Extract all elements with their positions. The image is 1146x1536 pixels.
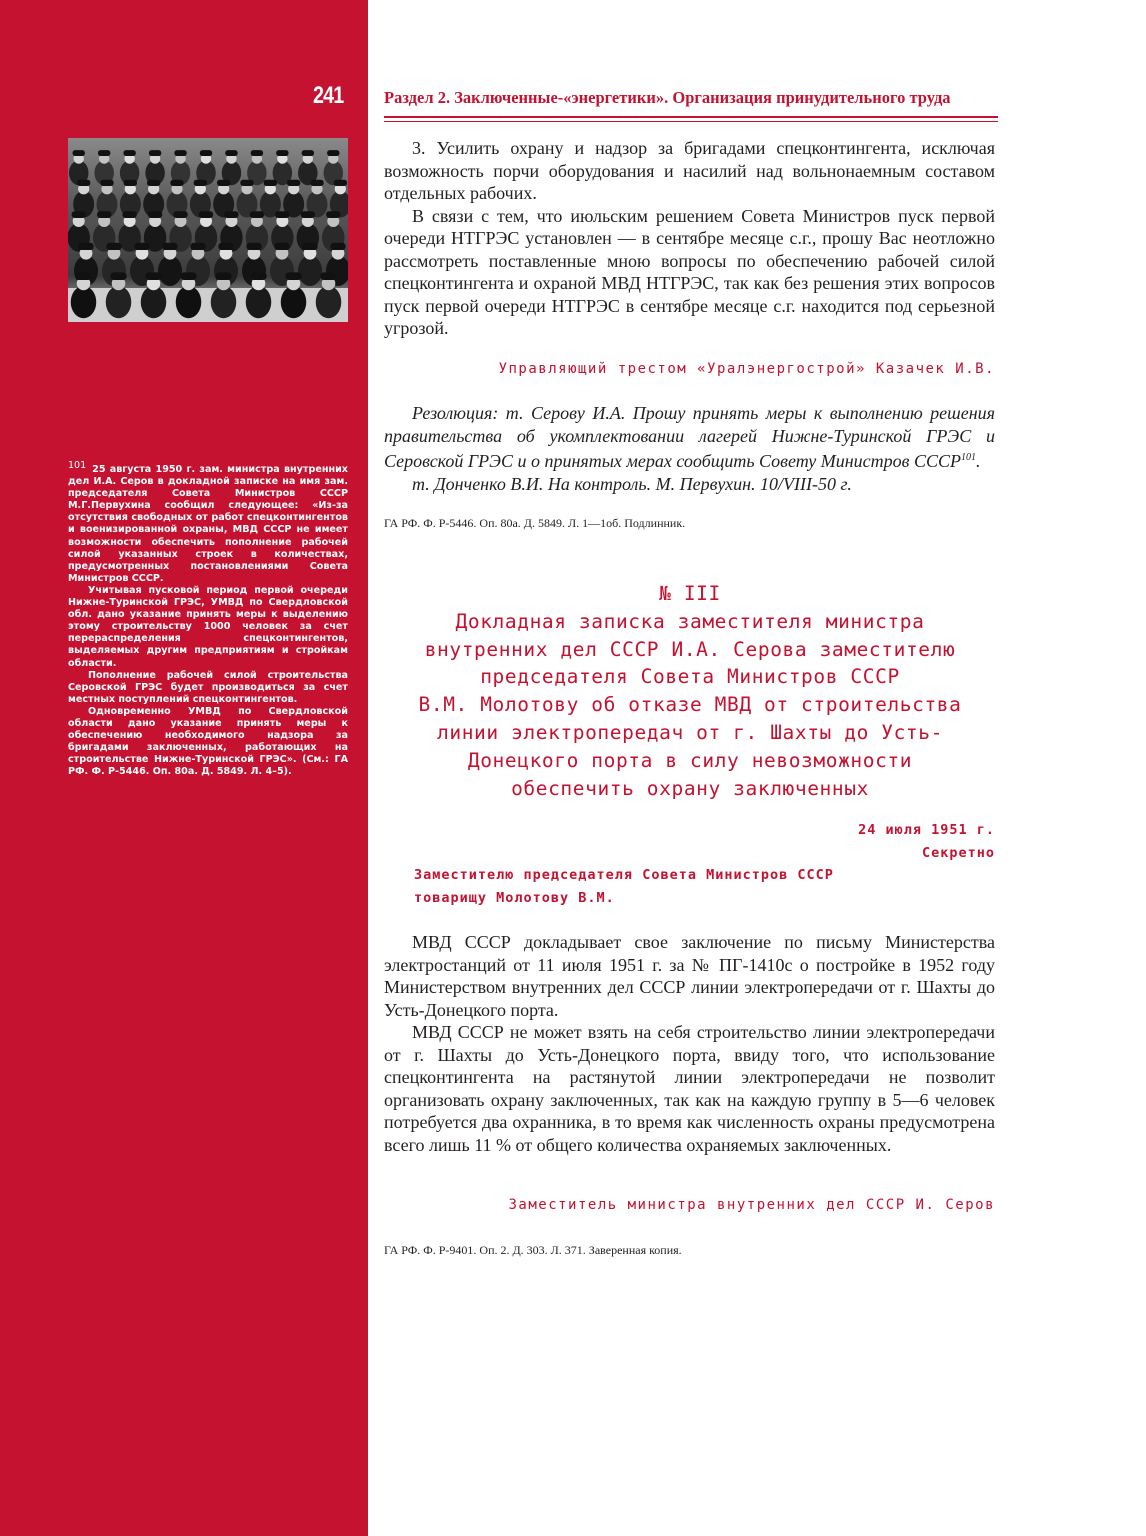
photo-figure-hat — [162, 243, 177, 250]
photo-figure-hat — [149, 150, 161, 156]
photo-figure-hat — [215, 272, 231, 280]
photo-figure-hat — [250, 272, 266, 280]
doc1-signature: Управляющий трестом «Уралэнергострой» Казачек И.В. — [498, 361, 995, 377]
photo-figure-hat — [276, 150, 288, 156]
body-paragraph: В связи с тем, что июльским решением Совета Министров пуск первой очереди НТГРЭС установлен — в сентябре месяце с.г., прошу Вас неотложно рассмотреть поставленные мною вопросы по обеспечению рабочей силой спецконтингента и охраной МВД НТГРЭС, так как без решения этих вопросов пуск первой очереди НТГРЭС в сентябре месяце с.г. находится под серьезной угрозой. — [384, 205, 995, 338]
title-line: линии электропередач от г. Шахты до Усть- — [437, 720, 943, 744]
photo-figure-hat — [320, 272, 336, 280]
photo-figure-hat — [301, 211, 315, 218]
doc1-body — [384, 137, 995, 340]
photo-figure-hat — [106, 243, 121, 250]
photo-figure-hat — [327, 150, 339, 156]
photo-figure-body — [281, 286, 307, 318]
photo-figure-body — [71, 286, 97, 318]
page-number: 241 — [313, 82, 344, 109]
photo-figure-hat — [77, 180, 90, 186]
photo-figure-hat — [217, 180, 230, 186]
photo-figure-hat — [100, 180, 113, 186]
photo-figure-hat — [170, 180, 183, 186]
photo-figure-hat — [124, 180, 137, 186]
sidenote-paragraph: 25 августа 1950 г. зам. министра внутренних дел И.А. Серов в докладной записке на имя зам. председателя Совета Министров СССР М.Г.Первухина сообщил следующее: «Из-за отсутствия свободных от работ спецконтингентов и военизированной охраны, МВД СССР не имеет возможности обеспечить пополнение рабочей силой указанных строек в количествах, предусмотренных постановлениями Совета Министров СССР. — [68, 464, 348, 584]
photo-figure-hat — [145, 272, 161, 280]
resolution-end: . — [976, 451, 981, 471]
doc2-addressee: Заместителю председателя Совета Министров СССР — [414, 867, 834, 883]
title-line: обеспечить охрану заключенных — [511, 776, 869, 800]
doc2-date: 24 июля 1951 г. — [858, 822, 995, 838]
doc2-body — [384, 931, 995, 1156]
photo-figure-body — [298, 256, 322, 286]
photo-figure-hat — [199, 211, 213, 218]
footnote-number: 101 — [68, 460, 87, 471]
photo-figure-body — [141, 286, 167, 318]
title-line: В.М. Молотову об отказе МВД от строительства — [418, 693, 962, 717]
photo-figure-hat — [274, 243, 289, 250]
photo-figure-body — [106, 286, 132, 318]
photo-figure-hat — [246, 243, 261, 250]
photo-figure-hat — [123, 150, 135, 156]
group-photo-icon — [68, 138, 348, 322]
doc2-signature: Заместитель министра внутренних дел СССР И. Серов — [508, 1197, 995, 1213]
photo-figure-hat — [78, 243, 93, 250]
doc2-addressee-name: товарищу Молотову В.М. — [414, 890, 615, 906]
doc2-source: ГА РФ. Ф. Р-9401. Оп. 2. Д. 303. Л. 371. Заверенная копия. — [384, 1243, 682, 1257]
body-paragraph: 3. Усилить охрану и надзор за бригадами спецконтингента, исключая возможность порчи оборудования и насилий над вольнонаемным составом отдельных рабочих. — [384, 138, 995, 203]
header-rule — [384, 116, 998, 118]
photo-figure-hat — [250, 211, 264, 218]
photo-figure-hat — [310, 180, 323, 186]
photo-figure-hat — [110, 272, 126, 280]
photo-figure-body — [176, 286, 202, 318]
photo-figure-hat — [240, 180, 253, 186]
photo-figure-hat — [334, 180, 347, 186]
sidenote-paragraph: Одновременно УМВД по Свердловской области дано указание принять меры к обеспечению необходимого надзора за бригадами заключенных, работающих на строительстве Нижне-Туринской ГРЭС». (См.: ГА РФ. Ф. Р-5446. Оп. 80а. Д. 5849. Л. 4–5). — [68, 705, 348, 778]
title-line: внутренних дел СССР И.А. Серова заместителю — [424, 637, 956, 661]
photo-figure-hat — [75, 272, 91, 280]
photo-figure-hat — [173, 211, 187, 218]
photo-figure-hat — [180, 272, 196, 280]
body-paragraph: МВД СССР не может взять на себя строительство линии электропередачи от г. Шахты до Усть-Донецкого порта, ввиду того, что использование спецконтингента на растянутой линии электропередачи не позволит организовать охрану заключенных, так как на каждую группу в 5—6 человек потребуется два охранника, в то время как численность охраны предусмотрена всего лишь 11 % от общего количества охраняемых заключенных. — [384, 1022, 995, 1155]
title-line: Докладная записка заместителя министра — [455, 609, 925, 633]
photo-figure-hat — [190, 243, 205, 250]
title-line: Донецкого порта в силу невозможности — [467, 748, 913, 772]
doc2-classification: Секретно — [921, 845, 995, 861]
photo-figure-hat — [72, 211, 86, 218]
photo-figure-hat — [73, 150, 85, 156]
doc2-title — [380, 580, 1000, 802]
doc1-source: ГА РФ. Ф. Р-5446. Оп. 80а. Д. 5849. Л. 1—1об. Подлинник. — [384, 516, 686, 530]
photo-figure-body — [246, 286, 272, 318]
photo-figure-hat — [200, 150, 212, 156]
doc-number: № III — [659, 582, 721, 605]
historical-photo — [68, 138, 348, 322]
sidenote-paragraph: Пополнение рабочей силой строительства Серовской ГРЭС будет производиться за счет местных поступлений спецконтингентов. — [68, 669, 348, 705]
title-line: председателя Совета Министров СССР — [480, 665, 900, 689]
resolution-text: т. Донченко В.И. На контроль. М. Первухин. 10/VIII-50 г. — [412, 473, 852, 494]
running-header: Раздел 2. Заключенные-«энергетики». Организация принудительного труда — [384, 88, 951, 107]
photo-figure-hat — [123, 211, 137, 218]
resolution-text: Резолюция: т. Серову И.А. Прошу принять меры к выполнению решения правительства об укомплектовании лагерей Нижне-Туринской ГРЭС и Серовской ГРЭС и о принятых мерах сообщить Совету Министров СССР — [384, 403, 995, 471]
photo-figure-hat — [97, 211, 111, 218]
body-paragraph: МВД СССР докладывает свое заключение по письму Министерства электростанций от 11 июля 1951 г. за № ПГ-1410с о постройке в 1952 году Министерством внутренних дел СССР линии электропередачи от г. Шахты до Усть-Донецкого порта. — [384, 932, 995, 1020]
photo-figure-hat — [147, 180, 160, 186]
photo-figure-hat — [264, 180, 277, 186]
photo-figure-hat — [225, 150, 237, 156]
photo-figure-body — [158, 256, 182, 286]
photo-figure-hat — [98, 150, 110, 156]
photo-figure-hat — [326, 211, 340, 218]
photo-figure-hat — [194, 180, 207, 186]
photo-figure-hat — [275, 211, 289, 218]
photo-figure-hat — [174, 150, 186, 156]
photo-figure-hat — [224, 211, 238, 218]
photo-figure-body — [316, 286, 342, 318]
photo-figure-hat — [218, 243, 233, 250]
sidenote-paragraph: Учитывая пусковой период первой очереди Нижне-Туринской ГРЭС, УМВД по Свердловской обл. дано указание принять меры к выделению этому строительству 1000 человек за счет перераспределения спецконтингентов, выделяемых другим предприятиям и стройкам области. — [68, 584, 348, 669]
doc1-resolution — [384, 402, 995, 495]
photo-figure-hat — [148, 211, 162, 218]
photo-figure-hat — [287, 180, 300, 186]
photo-figure-hat — [134, 243, 149, 250]
footnote-ref: 101 — [961, 452, 976, 463]
photo-figure-hat — [302, 150, 314, 156]
header-rule-thin — [384, 121, 998, 122]
photo-figure-hat — [285, 272, 301, 280]
sidenote-101 — [68, 460, 348, 778]
photo-figure-body — [211, 286, 237, 318]
photo-figure-hat — [302, 243, 317, 250]
photo-figure-hat — [251, 150, 263, 156]
photo-figure-hat — [330, 243, 345, 250]
